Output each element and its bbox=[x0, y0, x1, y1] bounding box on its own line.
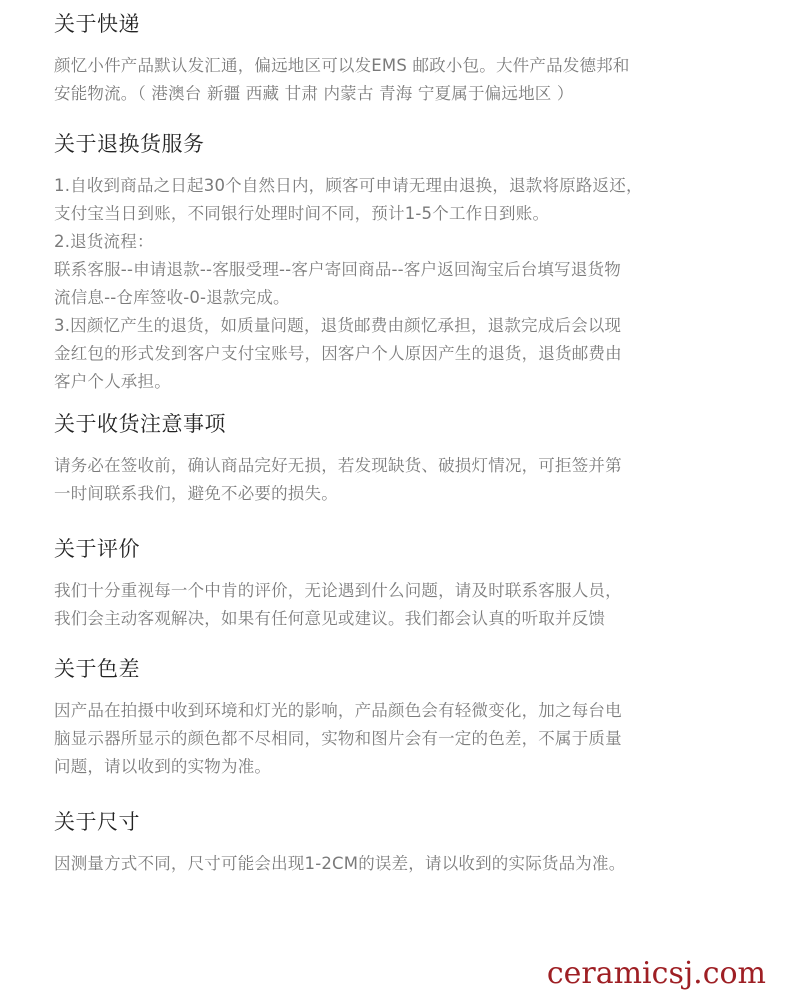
body-line: 脑显示器所显示的颜色都不尽相同，实物和图片会有一定的色差，不属于质量 bbox=[54, 729, 622, 748]
section-body bbox=[54, 697, 754, 781]
body-line: 1.自收到商品之日起30个自然日内，顾客可申请无理由退换，退款将原路返还， bbox=[54, 176, 643, 195]
section-body bbox=[54, 577, 754, 633]
section-size bbox=[54, 808, 754, 878]
body-line: 2.退货流程： bbox=[54, 232, 154, 251]
section-shipping bbox=[54, 10, 754, 108]
section-color-difference bbox=[54, 655, 754, 781]
section-title: 关于色差 bbox=[54, 657, 140, 681]
site-watermark: ceramicsj.com bbox=[546, 956, 766, 991]
body-line: 安能物流。（ 港澳台 新疆 西藏 甘肃 内蒙古 青海 宁夏属于偏远地区 ） bbox=[54, 84, 574, 103]
body-line: 客户个人承担。 bbox=[54, 372, 171, 391]
body-line: 我们会主动客观解决，如果有任何意见或建议。我们都会认真的听取并反馈 bbox=[54, 609, 606, 628]
body-line: 流信息--仓库签收-0-退款完成。 bbox=[54, 288, 290, 307]
section-body bbox=[54, 52, 754, 108]
body-line: 因测量方式不同，尺寸可能会出现1-2CM的误差，请以收到的实际货品为准。 bbox=[54, 854, 626, 873]
section-title: 关于退换货服务 bbox=[54, 132, 205, 156]
section-body bbox=[54, 850, 754, 878]
body-line: 3.因颜忆产生的退货，如质量问题，退货邮费由颜忆承担，退款完成后会以现 bbox=[54, 316, 622, 335]
section-title: 关于尺寸 bbox=[54, 810, 140, 834]
body-line: 联系客服--申请退款--客服受理--客户寄回商品--客户返回淘宝后台填写退货物 bbox=[54, 260, 621, 279]
section-title: 关于评价 bbox=[54, 537, 140, 561]
section-returns bbox=[54, 130, 754, 396]
section-receiving bbox=[54, 410, 754, 508]
body-line: 支付宝当日到账，不同银行处理时间不同，预计1-5个工作日到账。 bbox=[54, 204, 550, 223]
body-line: 问题，请以收到的实物为准。 bbox=[54, 757, 272, 776]
section-body bbox=[54, 172, 754, 396]
section-title: 关于快递 bbox=[54, 12, 140, 36]
section-reviews bbox=[54, 535, 754, 633]
body-line: 我们十分重视每一个中肯的评价，无论遇到什么问题，请及时联系客服人员， bbox=[54, 581, 622, 600]
body-line: 金红包的形式发到客户支付宝账号，因客户个人原因产生的退货，退货邮费由 bbox=[54, 344, 622, 363]
body-line: 请务必在签收前，确认商品完好无损，若发现缺货、破损灯情况，可拒签并第 bbox=[54, 456, 622, 475]
body-line: 一时间联系我们，避免不必要的损失。 bbox=[54, 484, 338, 503]
section-title: 关于收货注意事项 bbox=[54, 412, 226, 436]
section-body bbox=[54, 452, 754, 508]
body-line: 颜忆小件产品默认发汇通，偏远地区可以发EMS 邮政小包。大件产品发德邦和 bbox=[54, 56, 630, 75]
body-line: 因产品在拍摄中收到环境和灯光的影响，产品颜色会有轻微变化，加之每台电 bbox=[54, 701, 622, 720]
